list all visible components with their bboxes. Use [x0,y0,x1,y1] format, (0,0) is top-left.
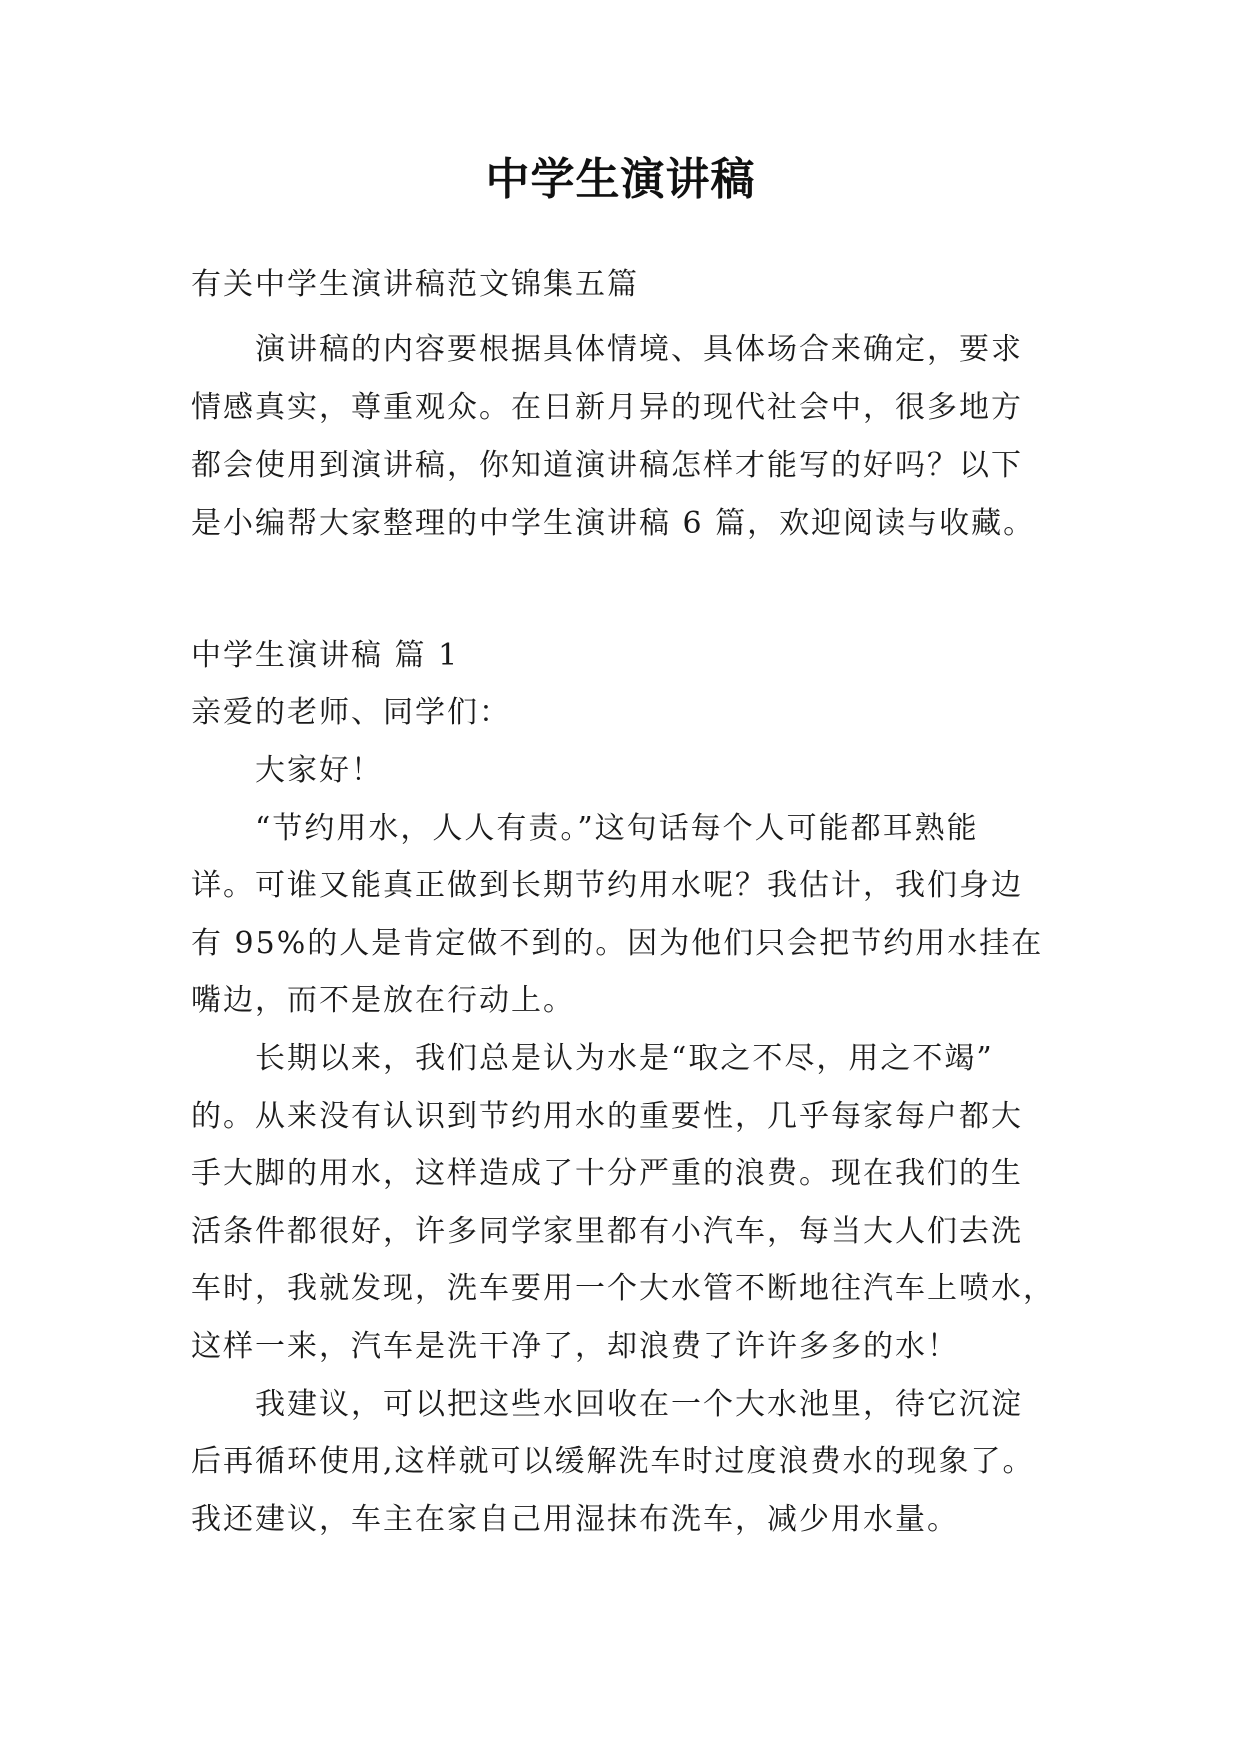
intro-line-4: 是小编帮大家整理的中学生演讲稿 6 篇，欢迎阅读与收藏。 [191,506,1036,541]
paragraph-1-line-3: 有 95%的人是肯定做不到的。因为他们只会把节约用水挂在 [191,926,1044,961]
paragraph-2-line-6: 这样一来，汽车是洗干净了，却浪费了许许多多的水！ [191,1329,959,1364]
paragraph-1-line-2: 详。可谁又能真正做到长期节约用水呢？我估计，我们身边 [191,868,1023,903]
intro-line-1: 演讲稿的内容要根据具体情境、具体场合来确定，要求 [255,332,1023,367]
paragraph-3-line-1: 我建议，可以把这些水回收在一个大水池里，待它沉淀 [255,1387,1023,1422]
greeting: 大家好！ [255,753,383,788]
paragraph-2-line-2: 的。从来没有认识到节约用水的重要性，几乎每家每户都大 [191,1099,1023,1134]
paragraph-3-line-3: 我还建议，车主在家自己用湿抹布洗车，减少用水量。 [191,1502,959,1537]
paragraph-2-line-3: 手大脚的用水，这样造成了十分严重的浪费。现在我们的生 [191,1156,1023,1191]
subtitle-line: 有关中学生演讲稿范文锦集五篇 [191,267,639,302]
intro-line-3: 都会使用到演讲稿，你知道演讲稿怎样才能写的好吗？以下 [191,448,1023,483]
intro-line-2: 情感真实，尊重观众。在日新月异的现代社会中，很多地方 [191,390,1023,425]
paragraph-2-line-1: 长期以来，我们总是认为水是“取之不尽，用之不竭” [255,1041,994,1076]
paragraph-2-line-4: 活条件都很好，许多同学家里都有小汽车，每当大人们去洗 [191,1214,1023,1249]
paragraph-2-line-5: 车时，我就发现，洗车要用一个大水管不断地往汽车上喷水， [191,1271,1055,1306]
salutation: 亲爱的老师、同学们： [191,695,511,730]
paragraph-1-line-1: “节约用水，人人有责。”这句话每个人可能都耳熟能 [255,811,979,846]
document-title: 中学生演讲稿 [485,154,756,205]
paragraph-3-line-2: 后再循环使用,这样就可以缓解洗车时过度浪费水的现象了。 [191,1444,1035,1479]
paragraph-1-line-4: 嘴边，而不是放在行动上。 [191,983,575,1018]
section-heading: 中学生演讲稿 篇 1 [191,638,460,673]
